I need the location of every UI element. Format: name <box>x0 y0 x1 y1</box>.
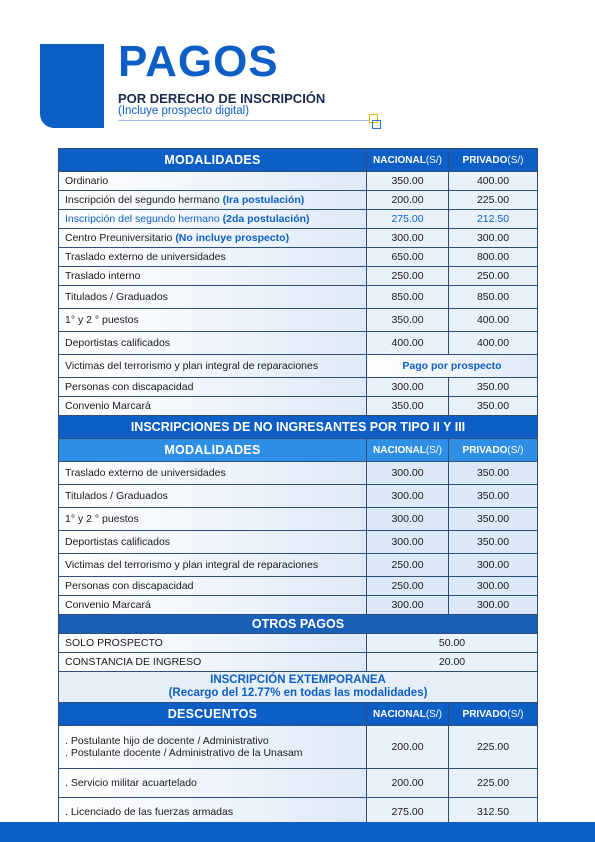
table-row <box>59 210 538 229</box>
row-value: 20.00 <box>367 653 538 672</box>
row-privado: 850.00 <box>449 286 538 309</box>
fees-table <box>58 148 538 827</box>
row-privado: 312.50 <box>449 798 538 827</box>
table-row <box>59 332 538 355</box>
row-label: Ordinario <box>59 172 367 191</box>
footer-bar <box>0 822 595 842</box>
row-nacional: 300.00 <box>367 229 449 248</box>
row-nacional: 250.00 <box>367 554 449 577</box>
page-title: PAGOS <box>118 37 279 86</box>
table-row <box>59 355 538 378</box>
header-accent-block <box>40 44 104 128</box>
row-label: . Postulante hijo de docente / Administrativo . Postulante docente / Administrativo de la Unasam <box>59 726 367 769</box>
row-privado: 300.00 <box>449 596 538 615</box>
row-nacional: 300.00 <box>367 485 449 508</box>
col-modalidades: MODALIDADES <box>59 439 367 462</box>
table-row <box>59 191 538 210</box>
row-nacional: 200.00 <box>367 191 449 210</box>
section-heading <box>59 615 538 634</box>
note-underline <box>118 120 370 121</box>
row-label: Victimas del terrorismo y plan integral de reparaciones <box>59 355 367 378</box>
col-descuentos: DESCUENTOS <box>59 703 367 726</box>
row-nacional: 650.00 <box>367 248 449 267</box>
extemporanea-note <box>59 672 538 703</box>
table-row <box>59 172 538 191</box>
row-label: CONSTANCIA DE INGRESO <box>59 653 367 672</box>
corner-ornament-2 <box>372 120 381 129</box>
row-label: Personas con discapacidad <box>59 577 367 596</box>
row-nacional: 300.00 <box>367 508 449 531</box>
row-nacional: 300.00 <box>367 378 449 397</box>
row-label: Inscripción del segundo hermano (2da postulación) <box>59 210 367 229</box>
col-nacional: NACIONAL(S/) <box>367 703 449 726</box>
row-privado: 800.00 <box>449 248 538 267</box>
extemporanea-detail: (Recargo del 12.77% en todas las modalidades) <box>168 687 428 699</box>
row-privado: 300.00 <box>449 229 538 248</box>
row-label: Traslado interno <box>59 267 367 286</box>
table2-header <box>59 439 538 462</box>
table-row <box>59 769 538 798</box>
table-row <box>59 653 538 672</box>
table-row <box>59 596 538 615</box>
row-nacional: 350.00 <box>367 397 449 416</box>
table-row <box>59 378 538 397</box>
table-row <box>59 634 538 653</box>
table-row <box>59 577 538 596</box>
table-row <box>59 286 538 309</box>
section-title: INSCRIPCIONES DE NO INGRESANTES POR TIPO II Y III <box>59 416 538 439</box>
col-nacional: NACIONAL(S/) <box>367 149 449 172</box>
row-label: Centro Preuniversitario (No incluye prospecto) <box>59 229 367 248</box>
col-privado: PRIVADO(S/) <box>449 149 538 172</box>
row-privado: 400.00 <box>449 332 538 355</box>
row-label: Convenio Marcará <box>59 397 367 416</box>
row-label: SOLO PROSPECTO <box>59 634 367 653</box>
row-privado: 350.00 <box>449 462 538 485</box>
row-label: 1° y 2 ° puestos <box>59 508 367 531</box>
row-privado: 225.00 <box>449 769 538 798</box>
row-nacional: 300.00 <box>367 462 449 485</box>
row-nacional: 250.00 <box>367 577 449 596</box>
row-privado: 300.00 <box>449 577 538 596</box>
row-label: Deportistas calificados <box>59 332 367 355</box>
col-nacional: NACIONAL(S/) <box>367 439 449 462</box>
row-nacional: 200.00 <box>367 769 449 798</box>
table-row <box>59 531 538 554</box>
col-privado: PRIVADO(S/) <box>449 439 538 462</box>
section-heading <box>59 416 538 439</box>
row-privado: 250.00 <box>449 267 538 286</box>
row-label: . Licenciado de las fuerzas armadas <box>59 798 367 827</box>
table-row <box>59 726 538 769</box>
descuentos-header <box>59 703 538 726</box>
row-label: 1° y 2 ° puestos <box>59 309 367 332</box>
row-privado: 350.00 <box>449 378 538 397</box>
col-privado: PRIVADO(S/) <box>449 703 538 726</box>
table-row <box>59 462 538 485</box>
row-nacional: 400.00 <box>367 332 449 355</box>
table-row <box>59 248 538 267</box>
row-nacional: 200.00 <box>367 726 449 769</box>
extemporanea-row <box>59 672 538 703</box>
row-nacional: 350.00 <box>367 172 449 191</box>
row-label: Inscripción del segundo hermano (Ira postulación) <box>59 191 367 210</box>
row-nacional: 250.00 <box>367 267 449 286</box>
table-row <box>59 508 538 531</box>
row-nacional: 350.00 <box>367 309 449 332</box>
row-label: Titulados / Graduados <box>59 485 367 508</box>
row-privado: 212.50 <box>449 210 538 229</box>
page-note: (Incluye prospecto digital) <box>118 105 250 117</box>
col-modalidades: MODALIDADES <box>59 149 367 172</box>
row-privado: 225.00 <box>449 191 538 210</box>
row-label: Victimas del terrorismo y plan integral de reparaciones <box>59 554 367 577</box>
row-privado: 400.00 <box>449 172 538 191</box>
row-nacional: 275.00 <box>367 210 449 229</box>
row-merged-value: Pago por prospecto <box>367 355 538 378</box>
table-row <box>59 485 538 508</box>
row-privado: 300.00 <box>449 554 538 577</box>
row-nacional: 275.00 <box>367 798 449 827</box>
row-label: Personas con discapacidad <box>59 378 367 397</box>
table-row <box>59 397 538 416</box>
row-label: Traslado externo de universidades <box>59 462 367 485</box>
row-privado: 350.00 <box>449 397 538 416</box>
page-subtitle: POR DERECHO DE INSCRIPCIÓN <box>118 91 326 106</box>
table-row <box>59 309 538 332</box>
row-label: Deportistas calificados <box>59 531 367 554</box>
row-value: 50.00 <box>367 634 538 653</box>
row-privado: 350.00 <box>449 531 538 554</box>
table-row <box>59 267 538 286</box>
table-row <box>59 554 538 577</box>
table1-header <box>59 149 538 172</box>
row-privado: 350.00 <box>449 508 538 531</box>
row-privado: 400.00 <box>449 309 538 332</box>
row-nacional: 300.00 <box>367 531 449 554</box>
row-label: Traslado externo de universidades <box>59 248 367 267</box>
row-nacional: 300.00 <box>367 596 449 615</box>
row-label: Titulados / Graduados <box>59 286 367 309</box>
extemporanea-title: INSCRIPCIÓN EXTEMPORANEA <box>210 674 386 686</box>
row-label: Convenio Marcará <box>59 596 367 615</box>
row-privado: 225.00 <box>449 726 538 769</box>
table-row <box>59 229 538 248</box>
row-label: . Servicio militar acuartelado <box>59 769 367 798</box>
row-nacional: 850.00 <box>367 286 449 309</box>
section-title: OTROS PAGOS <box>59 615 538 634</box>
row-privado: 350.00 <box>449 485 538 508</box>
